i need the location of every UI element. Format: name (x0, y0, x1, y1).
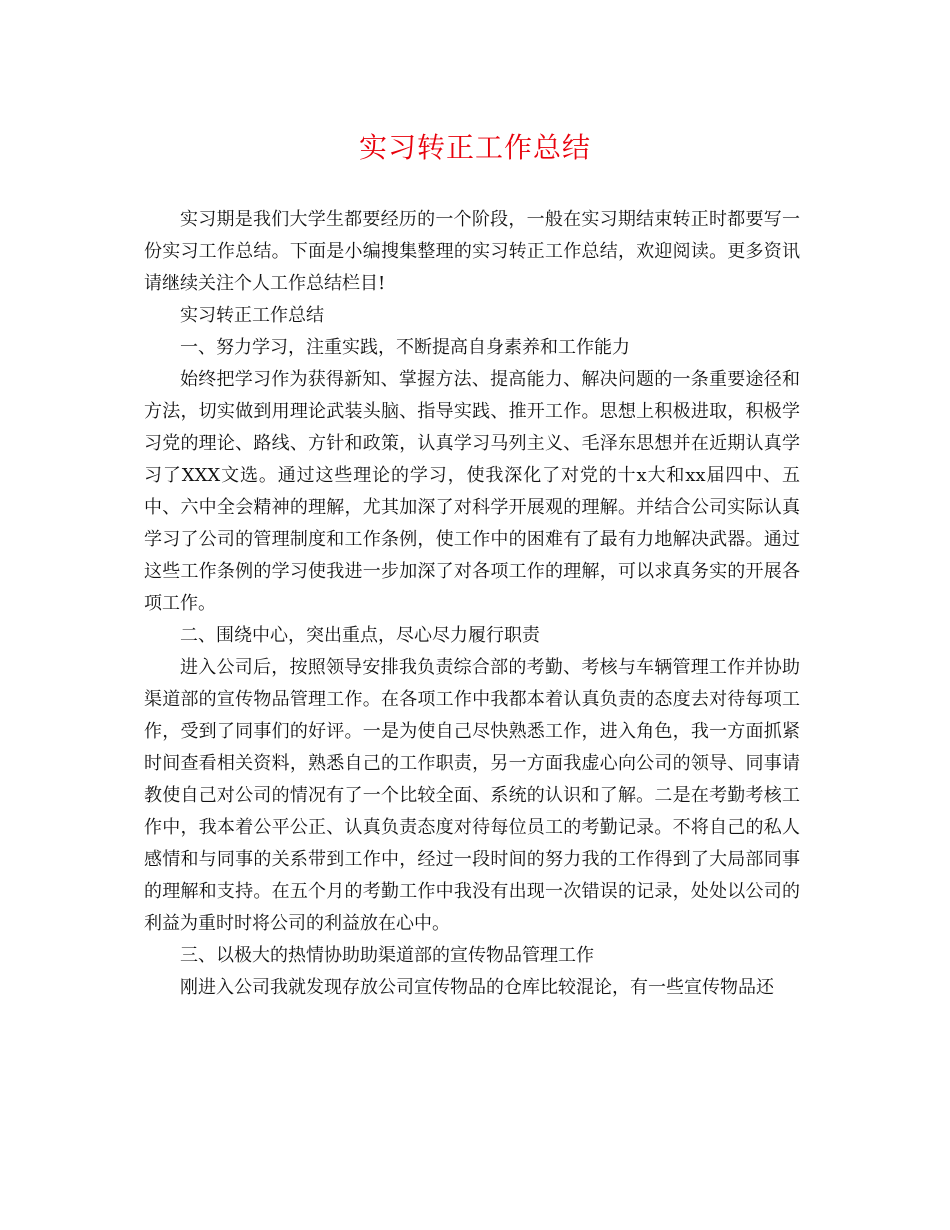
section-heading-2: 二、围绕中心，突出重点，尽心尽力履行职责 (180, 625, 540, 646)
section-3-paragraph: 刚进入公司我就发现存放公司宣传物品的仓库比较混论，有一些宣传物品还 (180, 977, 774, 998)
subtitle-paragraph: 实习转正工作总结 (180, 305, 324, 326)
section-heading-1: 一、努力学习，注重实践，不断提高自身素养和工作能力 (180, 337, 630, 358)
document-body (144, 204, 800, 1004)
section-2-paragraph: 进入公司后，按照领导安排我负责综合部的考勤、考核与车辆管理工作并协助渠道部的宣传物品管理工作。在各项工作中我都本着认真负责的态度去对待每项工作，受到了同事们的好评。一是为使自己尽快熟悉工作，进入角色，我一方面抓紧时间查看相关资料，熟悉自己的工作职责，另一方面我虚心向公司的领导、同事请教使自己对公司的情况有了一个比较全面、系统的认识和了解。二是在考勤考核工作中，我本着公平公正、认真负责态度对待每位员工的考勤记录。不将自己的私人感情和与同事的关系带到工作中，经过一段时间的努力我的工作得到了大局部同事的理解和支持。在五个月的考勤工作中我没有出现一次错误的记录，处处以公司的利益为重时时将公司的利益放在心中。 (144, 657, 800, 934)
section-1-paragraph: 始终把学习作为获得新知、掌握方法、提高能力、解决问题的一条重要途径和方法，切实做到用理论武装头脑、指导实践、推开工作。思想上积极进取，积极学习党的理论、路线、方针和政策，认真学习马列主义、毛泽东思想并在近期认真学习了XXX文选。通过这些理论的学习，使我深化了对党的十x大和xx届四中、五中、六中全会精神的理解，尤其加深了对科学开展观的理解。并结合公司实际认真学习了公司的管理制度和工作条例，使工作中的困难有了最有力地解决武器。通过这些工作条例的学习使我进一步加深了对各项工作的理解，可以求真务实的开展各项工作。 (144, 369, 800, 614)
section-heading-3: 三、以极大的热情协助助渠道部的宣传物品管理工作 (180, 945, 594, 966)
document-title: 实习转正工作总结 (358, 131, 591, 164)
intro-paragraph: 实习期是我们大学生都要经历的一个阶段，一般在实习期结束转正时都要写一份实习工作总结。下面是小编搜集整理的实习转正工作总结，欢迎阅读。更多资讯请继续关注个人工作总结栏目! (144, 209, 800, 294)
